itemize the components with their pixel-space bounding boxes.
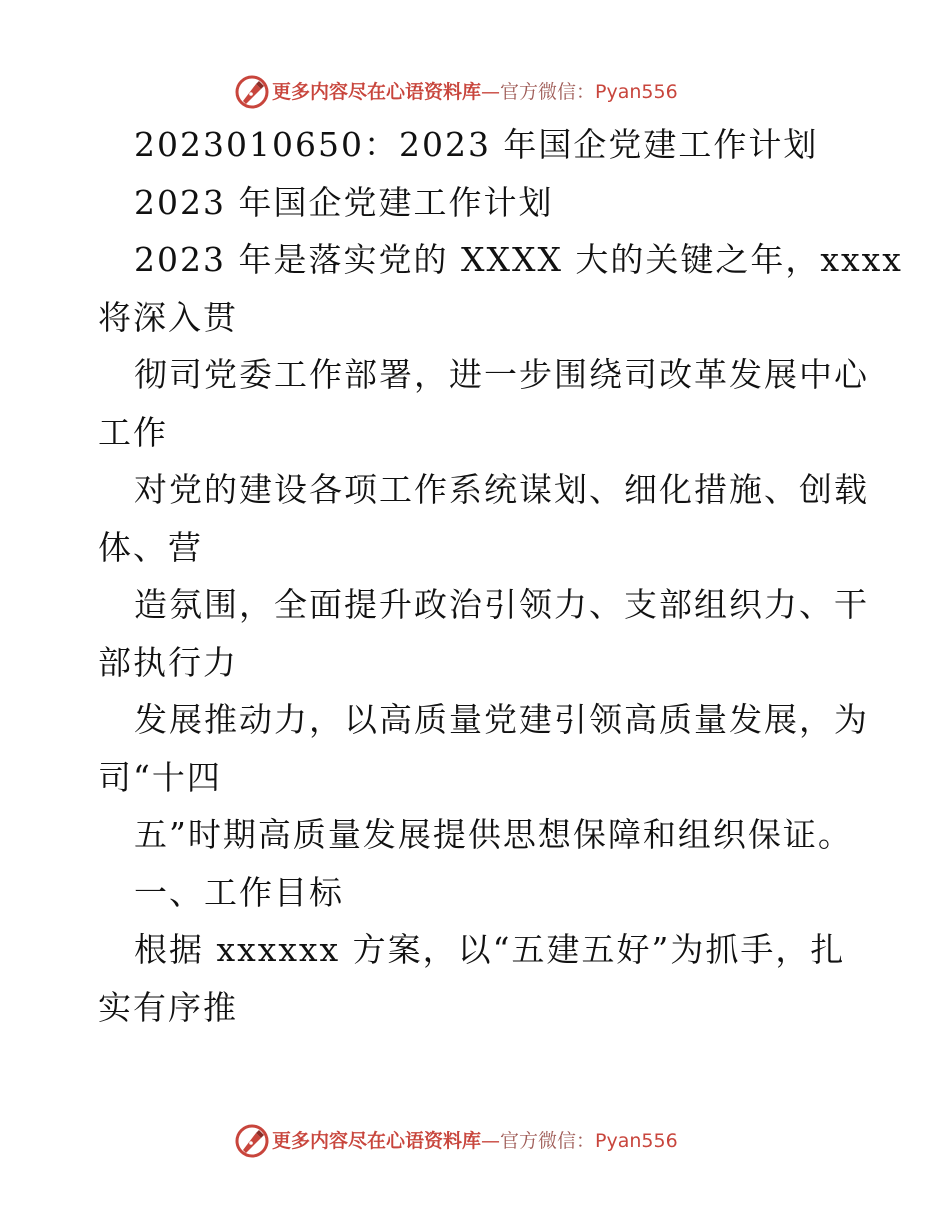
banner-wechat-label: 官方微信： — [500, 81, 596, 103]
doc-line: 五”时期高质量发展提供思想保障和组织保证。 — [134, 815, 853, 854]
doc-line: 将深入贯 — [98, 297, 238, 337]
doc-line: 造氛围，全面提升政治引领力、支部组织力、干 — [134, 585, 869, 624]
banner-text — [272, 1127, 678, 1155]
header-banner — [0, 72, 950, 112]
doc-line: 工作 — [98, 412, 168, 452]
banner-dash: — — [481, 81, 501, 103]
banner-wechat-id: Pyan556 — [595, 81, 678, 103]
doc-line: 对党的建设各项工作系统谋划、细化措施、创载 — [134, 470, 869, 509]
banner-wechat-id: Pyan556 — [595, 1130, 678, 1152]
doc-line: 2023010650：2023 年国企党建工作计划 — [134, 125, 819, 164]
doc-line: 发展推动力，以高质量党建引领高质量发展，为 — [134, 700, 869, 739]
doc-line: 彻司党委工作部署，进一步围绕司改革发展中心 — [134, 355, 869, 394]
doc-line: 2023 年国企党建工作计划 — [134, 182, 554, 222]
footer-banner — [0, 1121, 950, 1161]
banner-title: 更多内容尽在心语资料库 — [272, 1130, 482, 1152]
banner-text — [272, 78, 678, 106]
pen-nib-logo-icon — [234, 74, 270, 110]
doc-line: 部执行力 — [98, 642, 238, 682]
banner-dash: — — [481, 1130, 501, 1152]
banner-title: 更多内容尽在心语资料库 — [272, 81, 482, 103]
document-body — [98, 116, 903, 1036]
doc-line: 2023 年是落实党的 XXXX 大的关键之年，xxxx — [134, 240, 903, 279]
doc-line: 体、营 — [98, 527, 203, 567]
banner-wechat-label: 官方微信： — [500, 1130, 596, 1152]
doc-line: 司“十四 — [98, 757, 222, 797]
section-heading: 一、工作目标 — [134, 872, 344, 912]
doc-line: 实有序推 — [98, 987, 238, 1027]
doc-line: 根据 xxxxxx 方案，以“五建五好”为抓手，扎 — [134, 930, 846, 969]
pen-nib-logo-icon — [234, 1123, 270, 1159]
